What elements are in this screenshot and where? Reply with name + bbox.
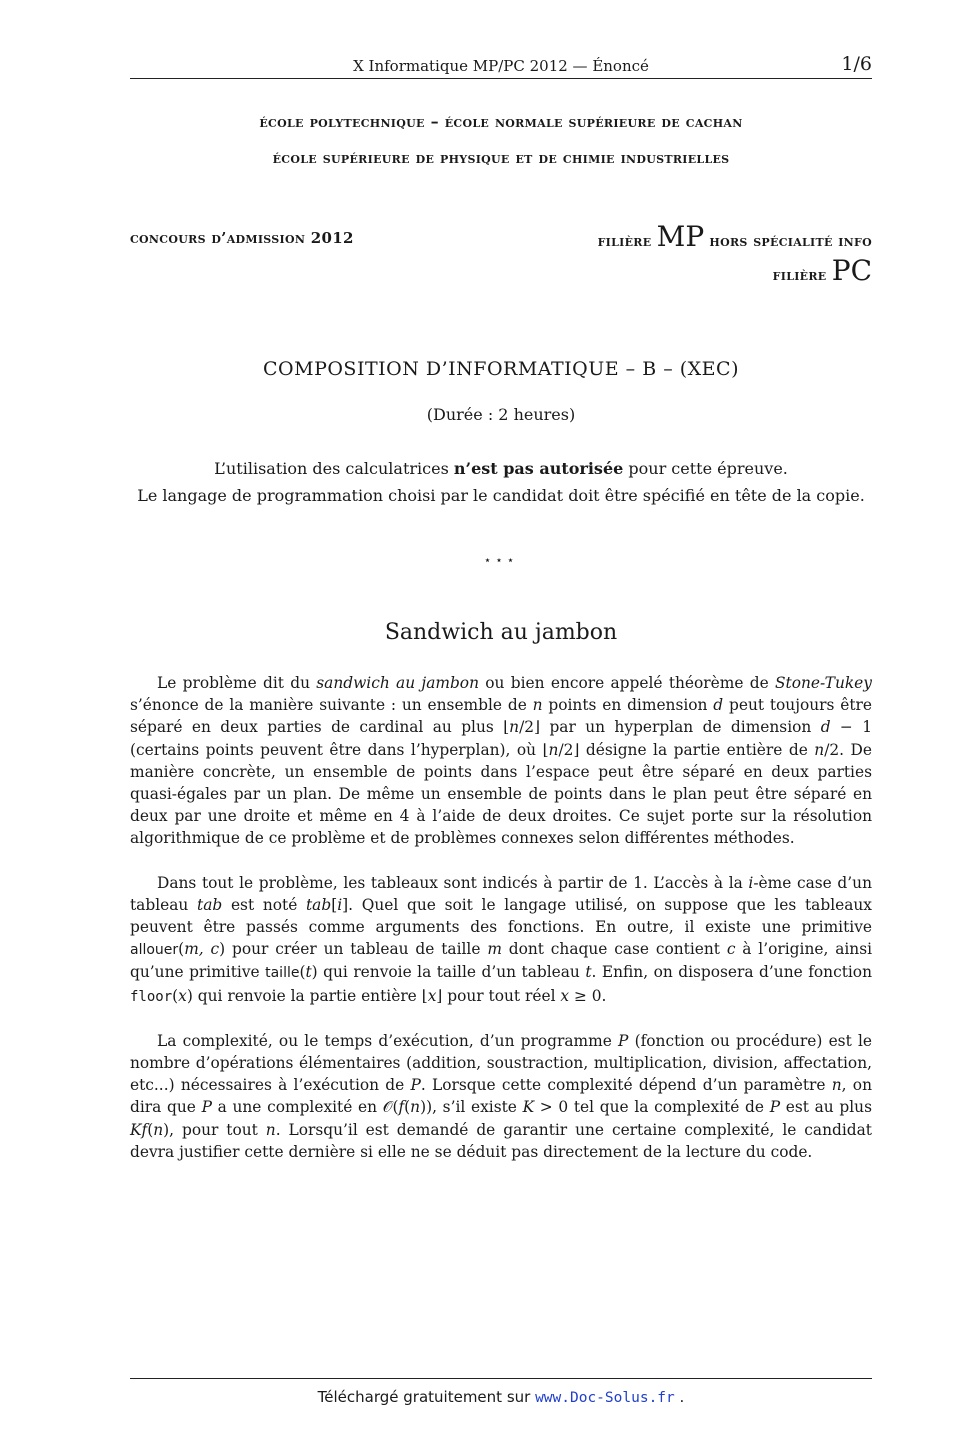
math: Kf <box>130 1120 148 1139</box>
filiere-prefix: filière <box>597 232 652 250</box>
instructions <box>130 455 872 509</box>
math: c <box>726 940 736 959</box>
math: P <box>410 1076 421 1095</box>
filiere-code: PC <box>831 254 872 287</box>
math: x <box>178 986 187 1005</box>
footer-end: . <box>674 1388 685 1406</box>
text: ( <box>172 986 179 1005</box>
text: pour cette épreuve. <box>623 459 788 478</box>
text: La complexité, ou le temps d’exécution, d’un programme <box>157 1031 619 1050</box>
text: ( <box>404 1098 411 1117</box>
text: )), s’il existe <box>420 1098 523 1117</box>
footer-text: Téléchargé gratuitement sur <box>317 1388 536 1406</box>
section-title: Sandwich au jambon <box>384 620 618 645</box>
math: x <box>560 986 570 1005</box>
primitive-name: taille <box>265 965 300 982</box>
instruction-line-1 <box>130 455 872 482</box>
text: ( <box>299 963 306 982</box>
text: Dans tout le problème, les tableaux sont indicés à partir de 1. L’accès à la <box>157 873 749 892</box>
math: tab <box>197 895 223 914</box>
math: d <box>713 696 724 715</box>
text: peut toujours être séparé en deux parties de cardinal au plus ⌊ <box>130 696 873 737</box>
text: a une complexité en 𝒪( <box>211 1098 399 1117</box>
text: ou bien encore appelé théorème de <box>479 674 776 692</box>
math: n <box>265 1120 276 1139</box>
math: n <box>509 718 520 737</box>
text: points en dimension <box>542 696 714 715</box>
text: ( <box>147 1120 154 1139</box>
math: P <box>769 1098 781 1117</box>
italic-text: Stone-Tukey <box>775 674 872 692</box>
duree: (Durée : 2 heures) <box>426 405 576 424</box>
math: m, c <box>184 940 220 959</box>
math: P <box>618 1031 629 1050</box>
composition-title: COMPOSITION D’INFORMATIQUE – B – (XEC) <box>263 358 739 380</box>
stars-separator: ⋆⋆⋆ <box>483 553 519 567</box>
text: ) qui renvoie la taille d’un tableau <box>311 963 586 982</box>
math: t <box>305 963 312 982</box>
math: n <box>814 740 825 759</box>
text: -ème case d’un tableau <box>130 873 872 914</box>
text: , on dira que <box>130 1076 872 1117</box>
filiere-prefix: filière <box>772 266 827 284</box>
text: /2⌋ par un hyperplan de dimension <box>519 718 821 737</box>
text: ), pour tout <box>163 1120 266 1139</box>
text: est au plus <box>780 1098 872 1117</box>
text: L’utilisation des calculatrices <box>214 459 454 478</box>
concours-label: concours d’admission 2012 <box>130 229 354 247</box>
text: ⌋ pour tout réel <box>436 986 561 1005</box>
text: est noté <box>222 895 306 914</box>
school-line-2: école supérieure de physique et de chimie industrielles <box>272 148 730 167</box>
instruction-line-2: Le langage de programmation choisi par le candidat doit être spécifié en tête de la copie. <box>137 486 865 505</box>
text: ) pour créer un tableau de taille <box>219 940 488 959</box>
text: . Enfin, on disposera d’une fonction <box>591 963 872 982</box>
math: n <box>410 1098 421 1117</box>
body-text <box>130 672 872 1185</box>
text: [ <box>331 895 338 914</box>
school-line-1: école polytechnique – école normale supérieure de cachan <box>259 112 743 131</box>
text: ) qui renvoie la partie entière ⌊ <box>186 986 428 1005</box>
math: K <box>522 1098 535 1117</box>
text: /2⌋ désigne la partie entière de <box>558 740 815 759</box>
text: − 1 (certains points peuvent être dans l’hyperplan), où ⌊ <box>130 718 872 759</box>
text: . Lorsqu’il est demandé de garantir une certaine complexité, le candidat devra justifier cette dernière si elle ne se déduit pas directement de la lecture du code. <box>130 1120 872 1161</box>
text: . Lorsque cette complexité dépend d’un paramètre <box>420 1076 832 1095</box>
footer-link[interactable]: www.Doc-Solus.fr <box>535 1390 675 1406</box>
filiere-mp <box>598 220 872 253</box>
math: f <box>398 1098 405 1117</box>
math: m <box>487 940 502 959</box>
text: à l’origine, ainsi qu’une primitive <box>130 940 873 982</box>
math: n <box>831 1076 842 1095</box>
bold-text: n’est pas autorisée <box>453 459 624 478</box>
text: > 0 tel que la complexité de <box>534 1098 770 1117</box>
text: dont chaque case contient <box>501 940 727 959</box>
header-rule <box>130 78 872 79</box>
paragraph-3 <box>130 1030 872 1163</box>
math: n <box>548 740 559 759</box>
filiere-code: MP <box>656 220 705 253</box>
math: tab <box>306 895 332 914</box>
filiere-suffix: hors spécialité info <box>709 232 872 250</box>
math: t <box>585 963 592 982</box>
text: ≥ 0. <box>569 986 607 1005</box>
math: i <box>748 873 754 892</box>
footer-rule <box>130 1378 872 1379</box>
text: Le problème dit du <box>157 674 317 692</box>
footer <box>130 1388 872 1406</box>
math: i <box>337 895 343 914</box>
text: ]. Quel que soit le langage utilisé, on suppose que les tableaux peuvent être passés comme arguments des fonctions. En outre, il existe une primitive <box>130 895 872 937</box>
text: (fonction ou procédure) est le nombre d’opérations élémentaires (addition, soustraction, multiplication, division, affectation, etc...) nécessaires à l’exécution de <box>130 1031 872 1095</box>
running-title: X Informatique MP/PC 2012 — Énoncé <box>353 57 649 75</box>
math: P <box>201 1098 212 1117</box>
text: ( <box>178 940 185 959</box>
math: d <box>820 718 831 737</box>
page-number: 1/6 <box>841 53 872 75</box>
filiere-pc <box>773 254 872 287</box>
italic-text: sandwich au jambon <box>316 674 479 692</box>
primitive-name: allouer <box>130 942 179 959</box>
paragraph-1 <box>130 672 872 850</box>
math: n <box>153 1120 164 1139</box>
running-header <box>130 55 872 77</box>
math: x <box>427 986 437 1005</box>
text: /2. De manière concrète, un ensemble de points dans l’espace peut être séparé en deux parties quasi-égales par un plan. De même un ensemble de points dans le plan peut être séparé en deux par une droite et même en 4 à l’aide de deux droites. Ce sujet porte sur la résolution algorithmique de ce problème et de problèmes connexes selon différentes méthodes. <box>130 740 872 848</box>
paragraph-2 <box>130 872 872 1008</box>
text: s’énonce de la manière suivante : un ensemble de <box>130 696 533 715</box>
function-name: floor <box>130 988 173 1005</box>
math: n <box>532 696 543 715</box>
